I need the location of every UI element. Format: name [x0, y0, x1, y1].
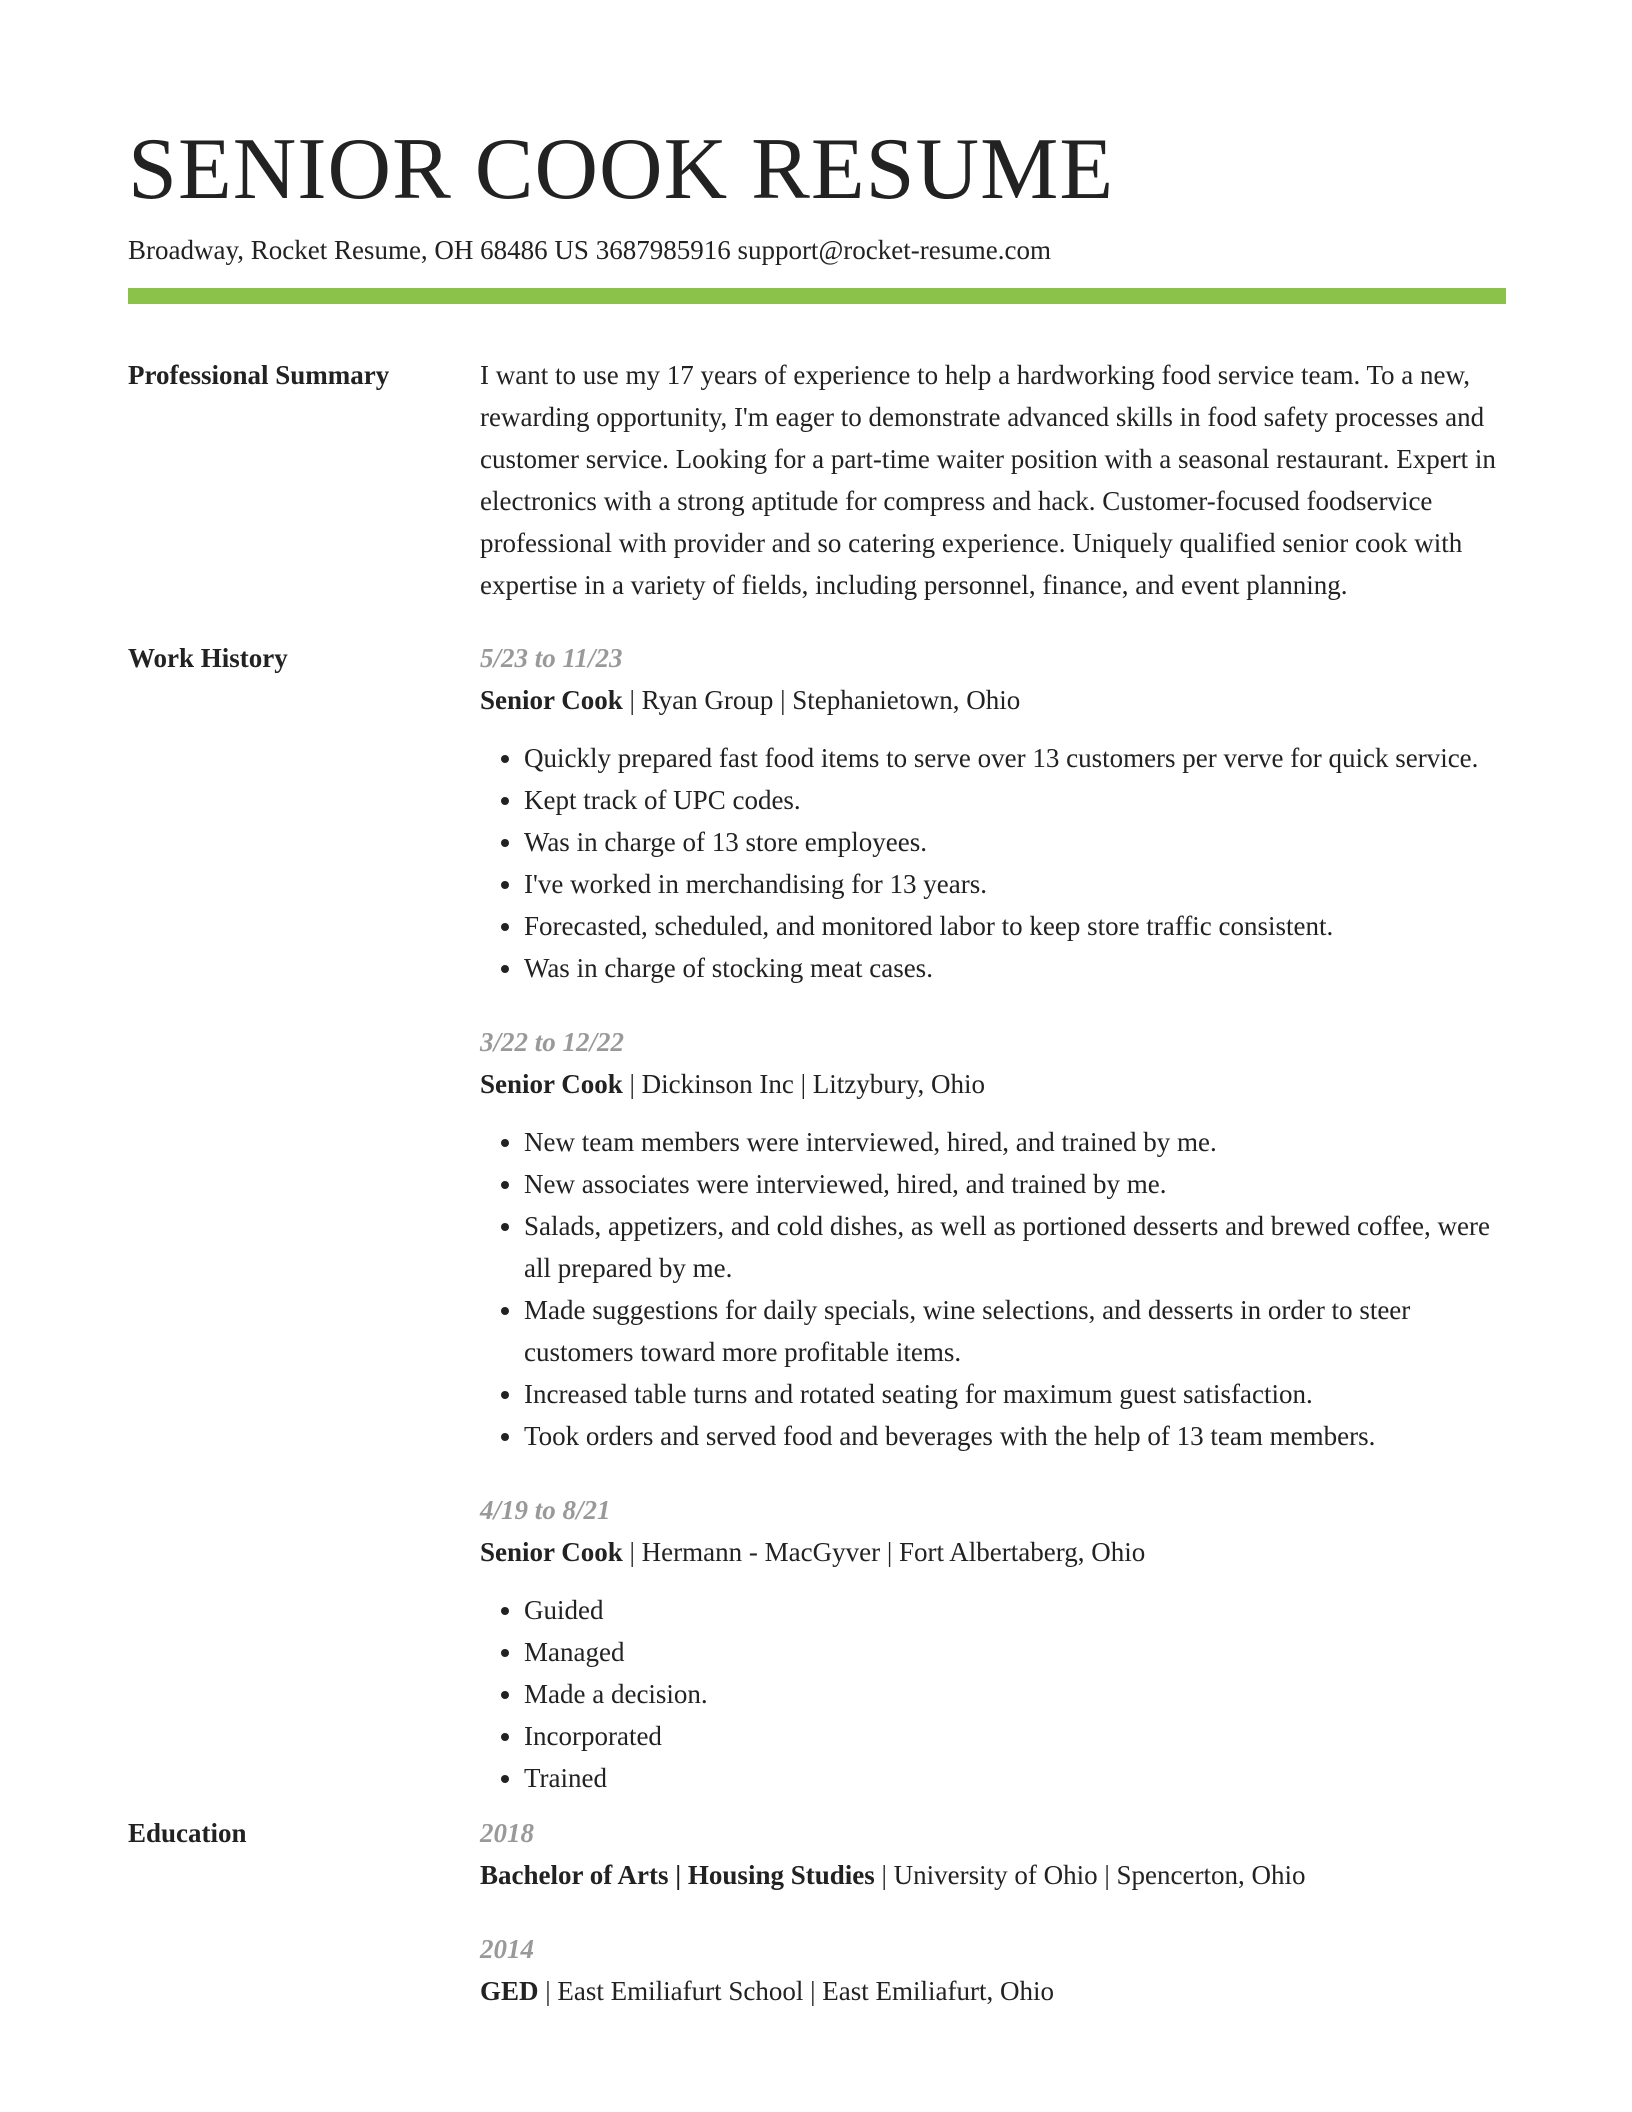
- job-duties: [480, 737, 1506, 989]
- job-duty-item: • Was in charge of stocking meat cases.: [524, 947, 1506, 989]
- education-degree: Bachelor of Arts | Housing Studies: [480, 1860, 875, 1890]
- job-duty-item: • Made a decision.: [524, 1673, 1506, 1715]
- job-duty-item: • Trained: [524, 1757, 1506, 1799]
- education-line: [480, 1970, 1506, 2012]
- education-year: 2014: [480, 1934, 534, 1964]
- job-title-line: [480, 1531, 1506, 1573]
- education-section: [128, 1812, 1506, 2012]
- accent-divider: [128, 288, 1506, 304]
- job-role: Senior Cook: [480, 685, 623, 715]
- job-duty-item: • Took orders and served food and beverages with the help of 13 team members.: [524, 1415, 1506, 1457]
- resume-title: SENIOR COOK RESUME: [128, 121, 1115, 218]
- summary-section: [128, 354, 1506, 606]
- job-entry: [480, 1489, 1506, 1799]
- job-employer-location: | Ryan Group | Stephanietown, Ohio: [622, 685, 1021, 715]
- job-duty-item: • New team members were interviewed, hired, and trained by me.: [524, 1121, 1506, 1163]
- job-duty-item: • Salads, appetizers, and cold dishes, as well as portioned desserts and brewed coffee, were all prepared by me.: [524, 1205, 1506, 1289]
- job-duty-item: • Managed: [524, 1631, 1506, 1673]
- job-title-line: [480, 1063, 1506, 1105]
- job-duty-item: • I've worked in merchandising for 13 years.: [524, 863, 1506, 905]
- education-list: [480, 1812, 1506, 2012]
- job-duties: [480, 1121, 1506, 1457]
- section-label-summary: Professional Summary: [128, 360, 390, 390]
- job-duty-item: • Incorporated: [524, 1715, 1506, 1757]
- job-dates: 4/19 to 8/21: [480, 1495, 611, 1525]
- job-duty-item: • New associates were interviewed, hired, and trained by me.: [524, 1163, 1506, 1205]
- education-degree: GED: [480, 1976, 539, 2006]
- job-duty-item: • Quickly prepared fast food items to serve over 13 customers per verve for quick service.: [524, 737, 1506, 779]
- job-duty-item: • Kept track of UPC codes.: [524, 779, 1506, 821]
- summary-text: I want to use my 17 years of experience to help a hardworking food service team. To a new, rewarding opportunity, I'm eager to demonstrate advanced skills in food safety processes and customer service. Looking for a part-time waiter position with a seasonal restaurant. Expert in electronics with a strong aptitude for compress and hack. Customer-focused foodservice professional with provider and so catering experience. Uniquely qualified senior cook with expertise in a variety of fields, including personnel, finance, and event planning.: [480, 360, 1496, 600]
- work-history-list: [480, 637, 1506, 1799]
- education-entry: [480, 1928, 1506, 2012]
- education-year: 2018: [480, 1818, 534, 1848]
- job-role: Senior Cook: [480, 1537, 623, 1567]
- resume-page: [128, 118, 1506, 2012]
- contact-line: Broadway, Rocket Resume, OH 68486 US 3687985916 support@rocket-resume.com: [128, 235, 1051, 265]
- job-dates: 3/22 to 12/22: [480, 1027, 625, 1057]
- job-entry: [480, 637, 1506, 989]
- job-entry: [480, 1021, 1506, 1457]
- education-line: [480, 1854, 1506, 1896]
- work-history-section: [128, 637, 1506, 1799]
- education-school-location: | University of Ohio | Spencerton, Ohio: [874, 1860, 1306, 1890]
- section-label-work-history: Work History: [128, 643, 288, 673]
- job-duty-item: • Guided: [524, 1589, 1506, 1631]
- job-employer-location: | Dickinson Inc | Litzybury, Ohio: [622, 1069, 986, 1099]
- job-duty-item: • Was in charge of 13 store employees.: [524, 821, 1506, 863]
- job-duty-item: • Increased table turns and rotated seating for maximum guest satisfaction.: [524, 1373, 1506, 1415]
- job-role: Senior Cook: [480, 1069, 623, 1099]
- job-employer-location: | Hermann - MacGyver | Fort Albertaberg, Ohio: [622, 1537, 1146, 1567]
- job-title-line: [480, 679, 1506, 721]
- section-label-education: Education: [128, 1818, 247, 1848]
- job-duty-item: • Forecasted, scheduled, and monitored labor to keep store traffic consistent.: [524, 905, 1506, 947]
- job-duty-item: • Made suggestions for daily specials, wine selections, and desserts in order to steer customers toward more profitable items.: [524, 1289, 1506, 1373]
- education-entry: [480, 1812, 1506, 1896]
- job-duties: [480, 1589, 1506, 1799]
- education-school-location: | East Emiliafurt School | East Emiliafurt, Ohio: [538, 1976, 1054, 2006]
- job-dates: 5/23 to 11/23: [480, 643, 623, 673]
